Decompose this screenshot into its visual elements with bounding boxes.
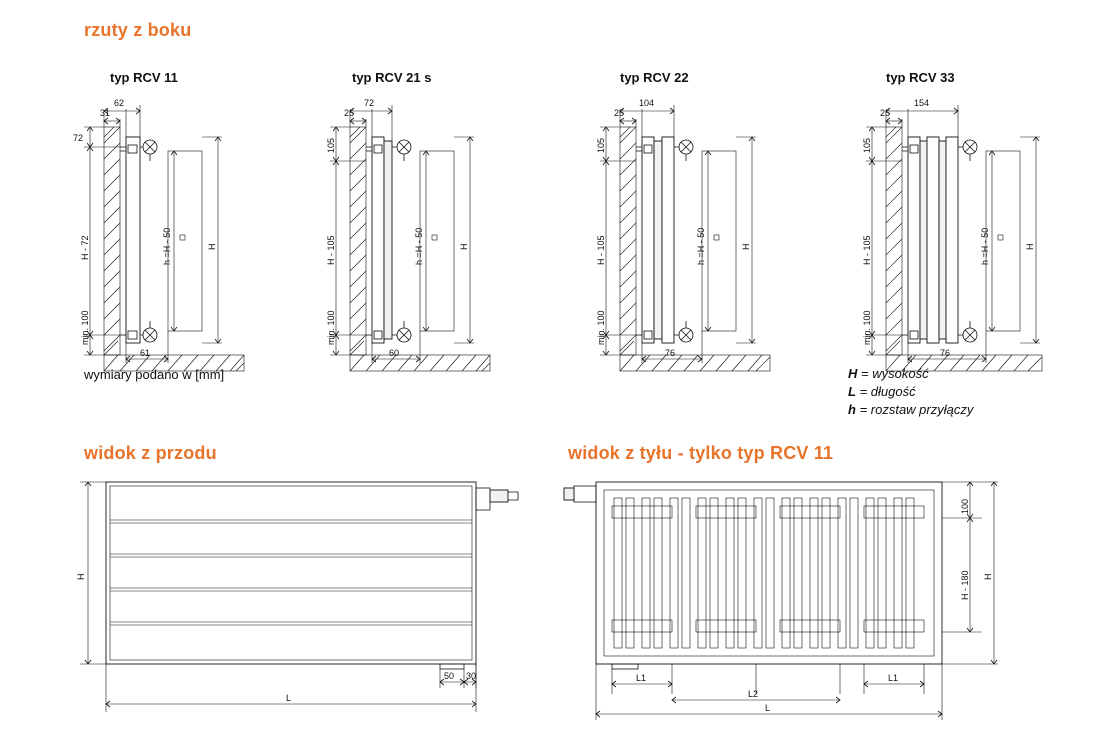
svg-text:25: 25 bbox=[344, 108, 355, 118]
front-view-drawing bbox=[60, 472, 530, 737]
section-title-side-views: rzuty z boku bbox=[84, 20, 192, 40]
side-view-drawing-rcv-33 bbox=[852, 95, 1094, 375]
type-title-rcv-11: typ RCV 11 bbox=[110, 70, 178, 85]
side-view-drawing-rcv-21s bbox=[316, 95, 566, 375]
units-note: wymiary podano w [mm] bbox=[84, 367, 225, 382]
svg-text:31: 31 bbox=[100, 108, 111, 118]
legend-text-H: = wysokość bbox=[861, 366, 929, 381]
svg-text:100: 100 bbox=[960, 498, 970, 514]
svg-text:H: H bbox=[207, 243, 217, 250]
svg-text:105: 105 bbox=[596, 137, 606, 153]
svg-text:min. 100: min. 100 bbox=[80, 310, 90, 345]
legend bbox=[848, 365, 973, 419]
dim-h-formula-1: h =H - 50 bbox=[162, 227, 172, 265]
svg-text:105: 105 bbox=[862, 137, 872, 153]
svg-text:L1: L1 bbox=[888, 673, 899, 683]
back-view-drawing bbox=[550, 472, 1020, 737]
legend-symbol-H: H bbox=[848, 366, 858, 381]
svg-text:L: L bbox=[765, 703, 771, 713]
svg-text:H: H bbox=[1025, 243, 1035, 250]
svg-text:L: L bbox=[286, 693, 292, 703]
svg-text:L1: L1 bbox=[636, 673, 647, 683]
svg-text:25: 25 bbox=[614, 108, 625, 118]
svg-text:H - 180: H - 180 bbox=[960, 570, 970, 600]
svg-text:min. 100: min. 100 bbox=[862, 310, 872, 345]
svg-text:72: 72 bbox=[73, 133, 84, 143]
svg-text:H: H bbox=[459, 243, 469, 250]
svg-text:min. 100: min. 100 bbox=[596, 310, 606, 345]
section-title-front-view: widok z przodu bbox=[84, 443, 217, 463]
legend-row-hh bbox=[848, 401, 973, 419]
svg-text:72: 72 bbox=[364, 98, 375, 108]
svg-text:H - 105: H - 105 bbox=[596, 235, 606, 265]
svg-text:154: 154 bbox=[914, 98, 930, 108]
legend-row-l bbox=[848, 383, 973, 401]
svg-text:h =H - 50: h =H - 50 bbox=[696, 227, 706, 265]
svg-text:H: H bbox=[741, 243, 751, 250]
svg-text:50: 50 bbox=[444, 671, 455, 681]
svg-text:60: 60 bbox=[389, 348, 400, 358]
svg-text:h =H - 50: h =H - 50 bbox=[980, 227, 990, 265]
section-title-back-view: widok z tyłu - tylko typ RCV 11 bbox=[568, 443, 834, 463]
legend-text-h: = rozstaw przyłączy bbox=[859, 402, 974, 417]
svg-text:61: 61 bbox=[140, 348, 151, 358]
svg-text:25: 25 bbox=[880, 108, 891, 118]
side-view-drawing-rcv-22 bbox=[586, 95, 836, 375]
legend-symbol-h: h bbox=[848, 402, 856, 417]
svg-text:H - 105: H - 105 bbox=[862, 235, 872, 265]
svg-text:76: 76 bbox=[940, 348, 951, 358]
type-title-rcv-22: typ RCV 22 bbox=[620, 70, 689, 85]
svg-text:H: H bbox=[983, 573, 993, 580]
legend-text-L: = długość bbox=[859, 384, 916, 399]
type-title-rcv-33: typ RCV 33 bbox=[886, 70, 955, 85]
svg-text:104: 104 bbox=[639, 98, 655, 108]
svg-text:105: 105 bbox=[326, 137, 336, 153]
side-view-drawing-rcv-11 bbox=[70, 95, 320, 375]
svg-text:L2: L2 bbox=[748, 689, 759, 699]
type-title-rcv-21s: typ RCV 21 s bbox=[352, 70, 432, 85]
svg-text:h =H - 50: h =H - 50 bbox=[414, 227, 424, 265]
legend-symbol-L: L bbox=[848, 384, 856, 399]
svg-text:76: 76 bbox=[665, 348, 676, 358]
svg-text:62: 62 bbox=[114, 98, 125, 108]
svg-text:H: H bbox=[76, 573, 86, 580]
svg-text:H - 72: H - 72 bbox=[80, 235, 90, 260]
svg-text:min. 100: min. 100 bbox=[326, 310, 336, 345]
legend-row-h bbox=[848, 365, 973, 383]
svg-text:30: 30 bbox=[466, 671, 477, 681]
svg-text:H - 105: H - 105 bbox=[326, 235, 336, 265]
